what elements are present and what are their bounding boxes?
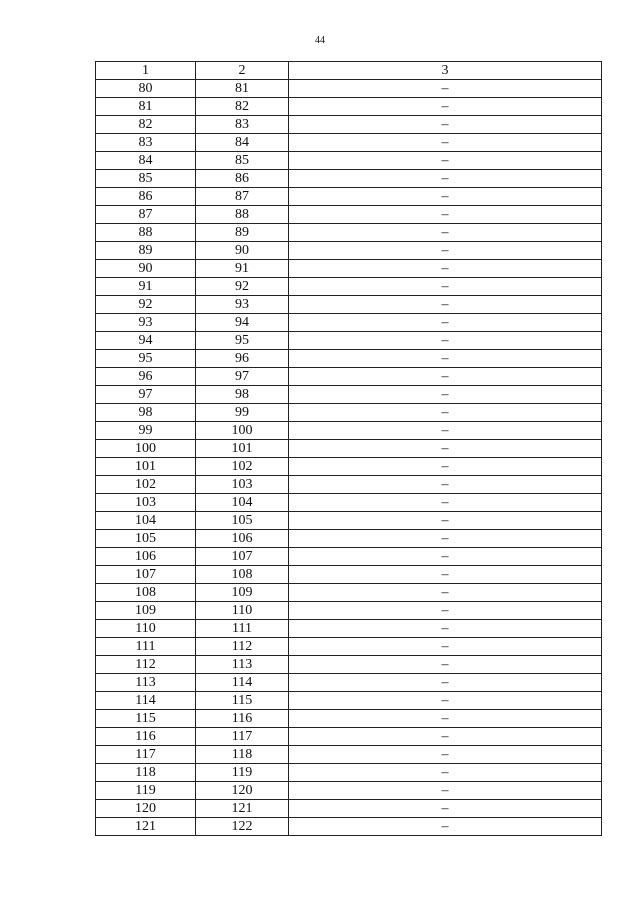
- table-cell-col1: 100: [96, 440, 196, 458]
- table-cell-col3: –: [289, 818, 602, 836]
- table-row: [96, 728, 602, 746]
- table-cell-col3: –: [289, 800, 602, 818]
- table-cell-col3: –: [289, 332, 602, 350]
- table-cell-col1: 112: [96, 656, 196, 674]
- table-cell-col1: 116: [96, 728, 196, 746]
- table-cell-col3: –: [289, 746, 602, 764]
- table-cell-col2: 118: [196, 746, 289, 764]
- table-cell-col3: –: [289, 764, 602, 782]
- table-row: [96, 206, 602, 224]
- table-cell-col1: 114: [96, 692, 196, 710]
- table-cell-col1: 121: [96, 818, 196, 836]
- table-row: [96, 422, 602, 440]
- table-cell-col1: 104: [96, 512, 196, 530]
- table-cell-col2: 108: [196, 566, 289, 584]
- table-cell-col3: –: [289, 566, 602, 584]
- table-cell-col2: 115: [196, 692, 289, 710]
- table-cell-col3: –: [289, 188, 602, 206]
- table-cell-col1: 82: [96, 116, 196, 134]
- table-row: [96, 800, 602, 818]
- table-cell-col1: 92: [96, 296, 196, 314]
- table-row: [96, 782, 602, 800]
- table-cell-col3: –: [289, 368, 602, 386]
- table-cell-col1: 115: [96, 710, 196, 728]
- table-cell-col1: 110: [96, 620, 196, 638]
- table-cell-col2: 96: [196, 350, 289, 368]
- table-row: [96, 656, 602, 674]
- table-cell-col1: 84: [96, 152, 196, 170]
- table-header-row: [96, 62, 602, 80]
- table-row: [96, 224, 602, 242]
- table-row: [96, 152, 602, 170]
- table-cell-col1: 105: [96, 530, 196, 548]
- table-row: [96, 530, 602, 548]
- table-cell-col1: 101: [96, 458, 196, 476]
- table-cell-col2: 85: [196, 152, 289, 170]
- table-cell-col1: 96: [96, 368, 196, 386]
- table-row: [96, 314, 602, 332]
- table-cell-col3: –: [289, 494, 602, 512]
- table-row: [96, 188, 602, 206]
- table-row: [96, 620, 602, 638]
- table-cell-col1: 95: [96, 350, 196, 368]
- table-cell-col1: 93: [96, 314, 196, 332]
- table-row: [96, 134, 602, 152]
- table-cell-col2: 94: [196, 314, 289, 332]
- table-cell-col2: 107: [196, 548, 289, 566]
- table-cell-col1: 91: [96, 278, 196, 296]
- table-cell-col2: 100: [196, 422, 289, 440]
- table-cell-col3: –: [289, 656, 602, 674]
- table-row: [96, 692, 602, 710]
- table-cell-col3: –: [289, 458, 602, 476]
- table-row: [96, 566, 602, 584]
- table-cell-col1: 97: [96, 386, 196, 404]
- table-cell-col1: 103: [96, 494, 196, 512]
- table-cell-col3: –: [289, 512, 602, 530]
- table-cell-col1: 107: [96, 566, 196, 584]
- table-cell-col2: 89: [196, 224, 289, 242]
- table-cell-col3: –: [289, 134, 602, 152]
- table-row: [96, 278, 602, 296]
- table-cell-col2: 103: [196, 476, 289, 494]
- table-cell-col3: –: [289, 80, 602, 98]
- column-header-2: 2: [196, 62, 289, 80]
- table-cell-col1: 89: [96, 242, 196, 260]
- data-table: [95, 61, 602, 836]
- table-cell-col2: 122: [196, 818, 289, 836]
- table-cell-col2: 121: [196, 800, 289, 818]
- table-cell-col1: 120: [96, 800, 196, 818]
- table-cell-col3: –: [289, 386, 602, 404]
- table-cell-col2: 113: [196, 656, 289, 674]
- table-cell-col3: –: [289, 674, 602, 692]
- table-cell-col2: 93: [196, 296, 289, 314]
- table-row: [96, 386, 602, 404]
- table-cell-col3: –: [289, 98, 602, 116]
- table-cell-col1: 117: [96, 746, 196, 764]
- table-row: [96, 602, 602, 620]
- table-row: [96, 476, 602, 494]
- table-cell-col1: 80: [96, 80, 196, 98]
- table-cell-col2: 110: [196, 602, 289, 620]
- table-cell-col1: 109: [96, 602, 196, 620]
- table-row: [96, 116, 602, 134]
- table-row: [96, 350, 602, 368]
- table-cell-col2: 114: [196, 674, 289, 692]
- table-cell-col3: –: [289, 476, 602, 494]
- table-cell-col3: –: [289, 152, 602, 170]
- table-cell-col2: 120: [196, 782, 289, 800]
- table-row: [96, 746, 602, 764]
- table-cell-col1: 87: [96, 206, 196, 224]
- table-cell-col3: –: [289, 782, 602, 800]
- table-cell-col2: 105: [196, 512, 289, 530]
- table-cell-col2: 102: [196, 458, 289, 476]
- table-cell-col3: –: [289, 584, 602, 602]
- table-row: [96, 404, 602, 422]
- table-cell-col3: –: [289, 404, 602, 422]
- table-cell-col3: –: [289, 314, 602, 332]
- table-row: [96, 638, 602, 656]
- table-cell-col3: –: [289, 728, 602, 746]
- table-cell-col3: –: [289, 242, 602, 260]
- table-cell-col2: 109: [196, 584, 289, 602]
- table-cell-col2: 98: [196, 386, 289, 404]
- table-cell-col3: –: [289, 422, 602, 440]
- table-cell-col2: 82: [196, 98, 289, 116]
- table-row: [96, 764, 602, 782]
- column-header-1: 1: [96, 62, 196, 80]
- column-header-3: 3: [289, 62, 602, 80]
- table-cell-col2: 111: [196, 620, 289, 638]
- table-cell-col2: 99: [196, 404, 289, 422]
- table-cell-col1: 113: [96, 674, 196, 692]
- table-row: [96, 440, 602, 458]
- table-cell-col1: 99: [96, 422, 196, 440]
- table-cell-col2: 88: [196, 206, 289, 224]
- table-row: [96, 710, 602, 728]
- table-cell-col2: 106: [196, 530, 289, 548]
- table-cell-col3: –: [289, 638, 602, 656]
- table-cell-col3: –: [289, 710, 602, 728]
- table-cell-col2: 87: [196, 188, 289, 206]
- table-cell-col1: 81: [96, 98, 196, 116]
- table-cell-col1: 94: [96, 332, 196, 350]
- table-cell-col3: –: [289, 224, 602, 242]
- table-cell-col3: –: [289, 296, 602, 314]
- table-cell-col2: 90: [196, 242, 289, 260]
- table-cell-col3: –: [289, 692, 602, 710]
- table-row: [96, 260, 602, 278]
- table-row: [96, 674, 602, 692]
- table-cell-col2: 92: [196, 278, 289, 296]
- table-cell-col2: 116: [196, 710, 289, 728]
- table-cell-col3: –: [289, 206, 602, 224]
- table-cell-col3: –: [289, 116, 602, 134]
- table-cell-col3: –: [289, 602, 602, 620]
- table-cell-col2: 101: [196, 440, 289, 458]
- table-row: [96, 332, 602, 350]
- table-cell-col1: 86: [96, 188, 196, 206]
- page-number: 44: [315, 35, 325, 46]
- table-cell-col2: 117: [196, 728, 289, 746]
- table-row: [96, 458, 602, 476]
- table-row: [96, 80, 602, 98]
- table-row: [96, 548, 602, 566]
- table-row: [96, 242, 602, 260]
- table-cell-col2: 84: [196, 134, 289, 152]
- table-cell-col3: –: [289, 260, 602, 278]
- table-row: [96, 584, 602, 602]
- table-row: [96, 494, 602, 512]
- table-cell-col1: 85: [96, 170, 196, 188]
- table-cell-col2: 97: [196, 368, 289, 386]
- table-cell-col2: 91: [196, 260, 289, 278]
- table-cell-col1: 102: [96, 476, 196, 494]
- table-cell-col3: –: [289, 278, 602, 296]
- table-row: [96, 170, 602, 188]
- table-cell-col2: 95: [196, 332, 289, 350]
- table-row: [96, 368, 602, 386]
- table-cell-col1: 118: [96, 764, 196, 782]
- table-cell-col3: –: [289, 350, 602, 368]
- table-cell-col1: 90: [96, 260, 196, 278]
- table-cell-col1: 88: [96, 224, 196, 242]
- table-cell-col2: 112: [196, 638, 289, 656]
- table-cell-col1: 83: [96, 134, 196, 152]
- table-cell-col2: 86: [196, 170, 289, 188]
- table-cell-col1: 108: [96, 584, 196, 602]
- table-row: [96, 512, 602, 530]
- table-cell-col1: 111: [96, 638, 196, 656]
- table-cell-col3: –: [289, 440, 602, 458]
- table-cell-col1: 98: [96, 404, 196, 422]
- table-cell-col1: 106: [96, 548, 196, 566]
- table-body: [96, 80, 602, 836]
- table-row: [96, 296, 602, 314]
- table-cell-col2: 81: [196, 80, 289, 98]
- table-cell-col2: 104: [196, 494, 289, 512]
- table-cell-col3: –: [289, 170, 602, 188]
- table-row: [96, 98, 602, 116]
- table-cell-col2: 119: [196, 764, 289, 782]
- table-cell-col2: 83: [196, 116, 289, 134]
- table-cell-col1: 119: [96, 782, 196, 800]
- table-cell-col3: –: [289, 620, 602, 638]
- table-cell-col3: –: [289, 530, 602, 548]
- table-cell-col3: –: [289, 548, 602, 566]
- table-row: [96, 818, 602, 836]
